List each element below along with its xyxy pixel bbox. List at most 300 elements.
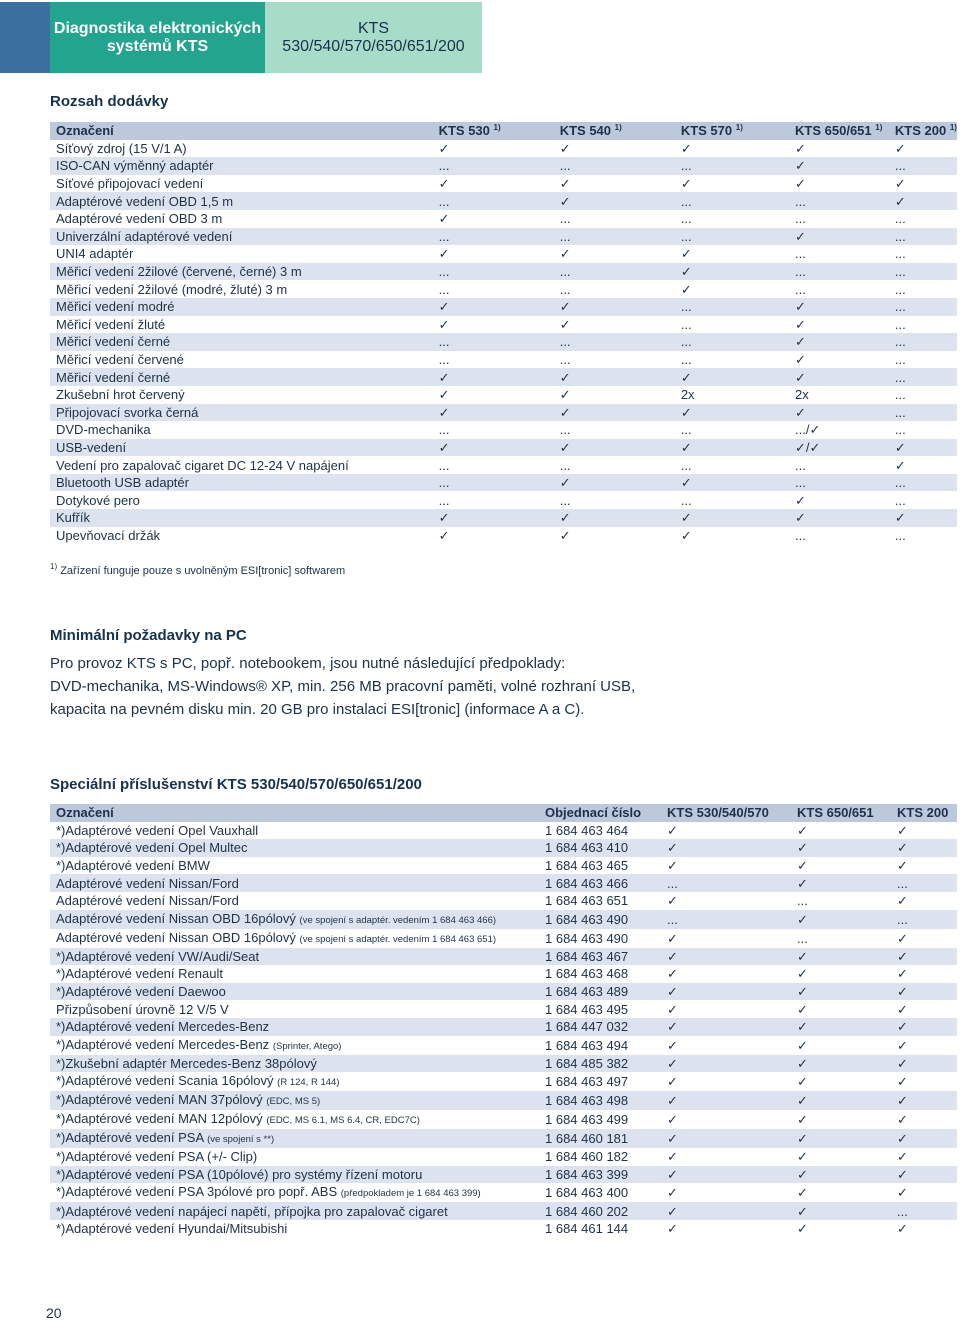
item-name-cell	[50, 1018, 539, 1036]
item-name: *)Adaptérové vedení Scania 16pólový	[56, 1073, 274, 1089]
item-name: Měřicí vedení černé	[50, 333, 433, 351]
availability-cell: ...	[661, 910, 791, 929]
table-row	[50, 1129, 957, 1148]
item-name: Měřicí vedení 2žilové (červené, černé) 3 m	[50, 263, 433, 281]
table-row	[50, 910, 957, 929]
availability-cell: ✓	[675, 245, 789, 263]
item-note: (Sprinter, Atego)	[272, 1040, 342, 1052]
availability-cell: ✓	[789, 316, 889, 334]
availability-cell: ✓	[661, 1129, 791, 1148]
availability-cell: ✓	[675, 140, 789, 158]
table-row	[50, 822, 957, 840]
availability-cell: ✓	[891, 983, 957, 1001]
availability-cell: ✓	[791, 1110, 891, 1129]
table-row	[50, 1018, 957, 1036]
item-name: *)Adaptérové vedení Hyundai/Mitsubishi	[56, 1221, 288, 1237]
availability-cell: ✓	[791, 910, 891, 929]
item-name: *)Adaptérové vedení PSA (10pólové) pro systémy řízení motoru	[56, 1167, 423, 1183]
availability-cell: ...	[889, 527, 957, 545]
availability-cell: ...	[789, 192, 889, 210]
availability-cell: ✓	[791, 948, 891, 966]
availability-cell: ✓	[789, 333, 889, 351]
item-note: (EDC, MS 6.1, MS 6.4, CR, EDC7C)	[266, 1115, 420, 1127]
availability-cell: ✓/✓	[789, 439, 889, 457]
availability-cell: ...	[675, 333, 789, 351]
item-name: Měřicí vedení žluté	[50, 316, 433, 334]
availability-cell: ✓	[661, 892, 791, 910]
availability-cell: ...	[891, 910, 957, 929]
item-name: *)Adaptérové vedení PSA	[56, 1130, 204, 1146]
table-row	[50, 527, 957, 545]
availability-cell: ✓	[791, 1202, 891, 1220]
delivery-table	[50, 122, 957, 544]
availability-cell: ✓	[891, 1148, 957, 1166]
table-row	[50, 1202, 957, 1220]
table-row	[50, 1055, 957, 1073]
availability-cell: ...	[789, 456, 889, 474]
item-name: *)Adaptérové vedení PSA 3pólové pro popř. ABS	[56, 1184, 338, 1200]
table-row	[50, 1148, 957, 1166]
availability-cell: ✓	[789, 228, 889, 246]
table-row	[50, 874, 957, 892]
availability-cell: ✓	[891, 1110, 957, 1129]
item-name-cell	[50, 1220, 539, 1238]
item-name: *)Zkušební adaptér Mercedes-Benz 38pólový	[56, 1055, 317, 1071]
requirements-line: DVD-mechanika, MS-Windows® XP, min. 256 MB pracovní paměti, volné rozhraní USB,	[50, 678, 636, 695]
column-header-label: KTS 540	[559, 123, 612, 139]
availability-cell: ✓	[661, 1091, 791, 1110]
availability-cell: ...	[554, 210, 675, 228]
item-note: (ve spojení s **)	[207, 1134, 275, 1146]
availability-cell: ✓	[554, 368, 675, 386]
column-header: KTS 530/540/570	[661, 804, 791, 822]
availability-cell: ✓	[789, 351, 889, 369]
table-row	[50, 228, 957, 246]
availability-cell: ...	[889, 404, 957, 422]
availability-cell: ...	[789, 527, 889, 545]
table-row	[50, 929, 957, 948]
table-row	[50, 1166, 957, 1184]
requirements-title: Minimální požadavky na PC	[50, 627, 247, 644]
table-row	[50, 210, 957, 228]
order-number: 1 684 463 495	[539, 1000, 661, 1018]
availability-cell: ✓	[554, 439, 675, 457]
availability-cell: ✓	[891, 892, 957, 910]
footnote	[50, 562, 346, 577]
availability-cell: ...	[889, 351, 957, 369]
availability-cell: ✓	[791, 1091, 891, 1110]
table-row	[50, 439, 957, 457]
availability-cell: ...	[791, 892, 891, 910]
availability-cell: ...	[889, 333, 957, 351]
item-name: *)Adaptérové vedení Opel Vauxhall	[56, 822, 259, 838]
availability-cell: ✓	[661, 948, 791, 966]
availability-cell: ...	[889, 280, 957, 298]
availability-cell: ...	[789, 474, 889, 492]
availability-cell: ✓	[554, 140, 675, 158]
table-row	[50, 892, 957, 910]
item-name-cell	[50, 1072, 539, 1091]
table-row	[50, 351, 957, 369]
availability-cell: ...	[554, 280, 675, 298]
availability-cell: ...	[675, 210, 789, 228]
availability-cell: ...	[889, 474, 957, 492]
item-name: Měřicí vedení 2žilové (modré, žluté) 3 m	[50, 280, 433, 298]
availability-cell: ...	[554, 456, 675, 474]
availability-cell: ✓	[661, 822, 791, 840]
availability-cell: ✓	[789, 509, 889, 527]
availability-cell: ✓	[891, 1036, 957, 1055]
table-row	[50, 1072, 957, 1091]
table-row	[50, 839, 957, 857]
availability-cell: ...	[889, 228, 957, 246]
item-name-cell	[50, 948, 539, 966]
order-number: 1 684 463 489	[539, 983, 661, 1001]
item-name: Adaptérové vedení OBD 1,5 m	[50, 192, 433, 210]
availability-cell: ✓	[791, 1148, 891, 1166]
order-number: 1 684 460 182	[539, 1148, 661, 1166]
order-number: 1 684 460 202	[539, 1202, 661, 1220]
column-header	[889, 122, 957, 140]
item-name: Adaptérové vedení OBD 3 m	[50, 210, 433, 228]
item-name-cell	[50, 983, 539, 1001]
availability-cell: ...	[433, 474, 554, 492]
column-header-label: KTS 570	[680, 123, 733, 139]
item-name: USB-vedení	[50, 439, 433, 457]
availability-cell: ✓	[791, 1220, 891, 1238]
availability-cell: ...	[433, 192, 554, 210]
availability-cell: ✓	[889, 439, 957, 457]
item-name-cell	[50, 1000, 539, 1018]
item-name: *)Adaptérové vedení Mercedes-Benz	[56, 1036, 270, 1052]
item-name-cell	[50, 839, 539, 857]
item-name: *)Adaptérové vedení PSA (+/- Clip)	[56, 1149, 258, 1165]
item-name: UNI4 adaptér	[50, 245, 433, 263]
item-name-cell	[50, 1091, 539, 1110]
item-note: (R 124, R 144)	[277, 1077, 340, 1089]
availability-cell: ...	[789, 210, 889, 228]
order-number: 1 684 463 466	[539, 874, 661, 892]
item-name: Vedení pro zapalovač cigaret DC 12-24 V napájení	[50, 456, 433, 474]
order-number: 1 684 463 465	[539, 857, 661, 875]
availability-cell: ✓	[789, 140, 889, 158]
availability-cell: ...	[675, 228, 789, 246]
availability-cell: ✓	[891, 1072, 957, 1091]
page-number: 20	[46, 1305, 62, 1321]
availability-cell: ✓	[891, 1018, 957, 1036]
availability-cell: ✓	[889, 192, 957, 210]
item-name-cell	[50, 965, 539, 983]
availability-cell: ...	[789, 280, 889, 298]
availability-cell: ✓	[661, 1148, 791, 1166]
availability-cell: ✓	[433, 298, 554, 316]
availability-cell: ✓	[433, 368, 554, 386]
availability-cell: ...	[554, 491, 675, 509]
accessories-header-row	[50, 804, 957, 822]
availability-cell: ✓	[554, 192, 675, 210]
column-header	[554, 122, 675, 140]
availability-cell: ✓	[791, 839, 891, 857]
availability-cell: ✓	[791, 1129, 891, 1148]
delivery-title: Rozsah dodávky	[50, 93, 169, 110]
order-number: 1 684 463 490	[539, 929, 661, 948]
availability-cell: ✓	[891, 1166, 957, 1184]
item-name: *)Adaptérové vedení Opel Multec	[56, 840, 248, 856]
availability-cell: ...	[889, 421, 957, 439]
table-row	[50, 1000, 957, 1018]
availability-cell: ✓	[661, 1055, 791, 1073]
availability-cell: ✓	[791, 1018, 891, 1036]
availability-cell: ...	[889, 263, 957, 281]
item-name: Univerzální adaptérové vedení	[50, 228, 433, 246]
table-row	[50, 333, 957, 351]
item-name-cell	[50, 857, 539, 875]
availability-cell: ✓	[661, 1018, 791, 1036]
column-header	[433, 122, 554, 140]
availability-cell: ✓	[891, 822, 957, 840]
footnote-text: Zařízení funguje pouze s uvolněným ESI[tronic] softwarem	[60, 565, 346, 577]
item-name: Síťový zdroj (15 V/1 A)	[50, 140, 433, 158]
availability-cell: ✓	[433, 527, 554, 545]
table-row	[50, 1036, 957, 1055]
availability-cell: ...	[789, 263, 889, 281]
availability-cell: ✓	[661, 1202, 791, 1220]
availability-cell: ✓	[791, 1036, 891, 1055]
item-name: *)Adaptérové vedení MAN 37pólový	[56, 1092, 263, 1108]
availability-cell: ✓	[433, 316, 554, 334]
item-name: ISO-CAN výměnný adaptér	[50, 157, 433, 175]
table-row	[50, 421, 957, 439]
availability-cell: ...	[433, 421, 554, 439]
availability-cell: ...	[554, 157, 675, 175]
availability-cell: ...	[889, 245, 957, 263]
table-row	[50, 965, 957, 983]
availability-cell: ✓	[554, 527, 675, 545]
availability-cell: ✓	[791, 1072, 891, 1091]
header-accent-bar	[0, 2, 50, 73]
order-number: 1 684 463 467	[539, 948, 661, 966]
table-row	[50, 948, 957, 966]
availability-cell: ...	[554, 228, 675, 246]
availability-cell: ✓	[789, 404, 889, 422]
availability-cell: ✓	[891, 1183, 957, 1202]
item-note: (ve spojení s adaptér. vedením 1 684 463 651)	[299, 933, 497, 945]
availability-cell: ...	[433, 456, 554, 474]
availability-cell: ✓	[661, 839, 791, 857]
availability-cell: ✓	[433, 245, 554, 263]
order-number: 1 684 463 499	[539, 1110, 661, 1129]
item-name-cell	[50, 822, 539, 840]
availability-cell: ✓	[675, 527, 789, 545]
availability-cell: ✓	[661, 1110, 791, 1129]
item-name: *)Adaptérové vedení Mercedes-Benz	[56, 1019, 270, 1035]
availability-cell: ✓	[661, 1036, 791, 1055]
item-name-cell	[50, 929, 539, 948]
footnote-mark: 1)	[949, 123, 957, 133]
availability-cell: .../✓	[789, 421, 889, 439]
item-name: DVD-mechanika	[50, 421, 433, 439]
availability-cell: ✓	[891, 857, 957, 875]
availability-cell: ...	[889, 210, 957, 228]
availability-cell: ✓	[675, 280, 789, 298]
item-name: Adaptérové vedení Nissan/Ford	[56, 875, 239, 891]
availability-cell: ✓	[675, 474, 789, 492]
requirements-line: Pro provoz KTS s PC, popř. notebookem, jsou nutné následující předpoklady:	[50, 655, 566, 672]
availability-cell: ✓	[789, 368, 889, 386]
availability-cell: ...	[675, 491, 789, 509]
footnote-mark: 1)	[735, 123, 743, 133]
availability-cell: ...	[554, 263, 675, 281]
table-row	[50, 456, 957, 474]
availability-cell: ✓	[889, 140, 957, 158]
availability-cell: ...	[891, 874, 957, 892]
accessories-title: Speciální příslušenství KTS 530/540/570/650/651/200	[50, 776, 422, 793]
table-row	[50, 509, 957, 527]
column-header: KTS 200	[891, 804, 957, 822]
availability-cell: ✓	[675, 404, 789, 422]
item-name-cell	[50, 874, 539, 892]
column-header	[50, 122, 433, 140]
availability-cell: ✓	[891, 929, 957, 948]
item-name: Upevňovací držák	[50, 527, 433, 545]
availability-cell: ✓	[661, 1166, 791, 1184]
column-header-label: Označení	[56, 123, 114, 139]
availability-cell: ...	[675, 157, 789, 175]
availability-cell: ...	[433, 228, 554, 246]
order-number: 1 684 463 498	[539, 1091, 661, 1110]
availability-cell: ...	[433, 157, 554, 175]
availability-cell: ...	[889, 368, 957, 386]
item-name: Měřicí vedení modré	[50, 298, 433, 316]
availability-cell: ✓	[891, 1129, 957, 1148]
delivery-header-row	[50, 122, 957, 140]
item-name: *)Adaptérové vedení BMW	[56, 858, 210, 874]
availability-cell: 2x	[789, 386, 889, 404]
availability-cell: ✓	[433, 404, 554, 422]
order-number: 1 684 463 464	[539, 822, 661, 840]
order-number: 1 684 463 400	[539, 1183, 661, 1202]
availability-cell: ✓	[889, 175, 957, 193]
item-name: *)Adaptérové vedení MAN 12pólový	[56, 1111, 263, 1127]
table-row	[50, 157, 957, 175]
availability-cell: ✓	[433, 175, 554, 193]
availability-cell: ...	[433, 280, 554, 298]
item-name-cell	[50, 910, 539, 929]
table-row	[50, 280, 957, 298]
availability-cell: ...	[554, 351, 675, 369]
availability-cell: ✓	[433, 386, 554, 404]
availability-cell: ✓	[889, 456, 957, 474]
availability-cell: ✓	[675, 368, 789, 386]
order-number: 1 684 463 399	[539, 1166, 661, 1184]
item-name: Přizpůsobení úrovně 12 V/5 V	[56, 1001, 229, 1017]
availability-cell: ...	[891, 1202, 957, 1220]
item-name-cell	[50, 1183, 539, 1202]
availability-cell: ...	[789, 245, 889, 263]
table-row	[50, 1110, 957, 1129]
item-name-cell	[50, 1036, 539, 1055]
order-number: 1 684 463 494	[539, 1036, 661, 1055]
order-number: 1 684 463 651	[539, 892, 661, 910]
item-name: Kufřík	[50, 509, 433, 527]
order-number: 1 684 485 382	[539, 1055, 661, 1073]
availability-cell: ✓	[554, 386, 675, 404]
order-number: 1 684 463 497	[539, 1072, 661, 1091]
table-row	[50, 1220, 957, 1238]
availability-cell: ✓	[554, 298, 675, 316]
header-right-title: KTS 530/540/570/650/651/200	[265, 2, 482, 73]
table-row	[50, 368, 957, 386]
availability-cell: ✓	[791, 874, 891, 892]
availability-cell: ✓	[791, 1000, 891, 1018]
requirements-line: kapacita na pevném disku min. 20 GB pro instalaci ESI[tronic] (informace A a C).	[50, 701, 585, 718]
table-row	[50, 474, 957, 492]
table-row	[50, 857, 957, 875]
table-row	[50, 316, 957, 334]
availability-cell: ✓	[554, 245, 675, 263]
availability-cell: ✓	[433, 509, 554, 527]
availability-cell: ...	[791, 929, 891, 948]
availability-cell: ✓	[433, 439, 554, 457]
availability-cell: ✓	[891, 965, 957, 983]
table-row	[50, 192, 957, 210]
availability-cell: ...	[675, 316, 789, 334]
availability-cell: ✓	[554, 509, 675, 527]
order-number: 1 684 463 468	[539, 965, 661, 983]
table-row	[50, 386, 957, 404]
column-header-label: KTS 530	[438, 123, 490, 139]
column-header: Označení	[50, 804, 539, 822]
item-note: (předpokladem je 1 684 463 399)	[340, 1188, 481, 1200]
availability-cell: ✓	[791, 822, 891, 840]
column-header-label: KTS 650/651	[795, 123, 872, 139]
availability-cell: ...	[675, 192, 789, 210]
availability-cell: ✓	[661, 1072, 791, 1091]
column-header-label: KTS 200	[894, 123, 947, 139]
item-name-cell	[50, 1148, 539, 1166]
availability-cell: ...	[889, 298, 957, 316]
table-row	[50, 404, 957, 422]
availability-cell: ...	[889, 386, 957, 404]
availability-cell: ✓	[891, 1220, 957, 1238]
item-name: *)Adaptérové vedení napájecí napětí, přípojka pro zapalovač cigaret	[56, 1203, 448, 1219]
item-name: *)Adaptérové vedení VW/Audi/Seat	[56, 948, 260, 964]
footnote-mark: 1)	[493, 123, 501, 133]
header-left-title: Diagnostika elektronických systémů KTS	[50, 2, 265, 73]
table-row	[50, 491, 957, 509]
item-name: Připojovací svorka černá	[50, 404, 433, 422]
column-header	[789, 122, 889, 140]
availability-cell: ✓	[789, 157, 889, 175]
order-number: 1 684 463 490	[539, 910, 661, 929]
availability-cell: ✓	[791, 1183, 891, 1202]
item-name-cell	[50, 1110, 539, 1129]
column-header: KTS 650/651	[791, 804, 891, 822]
availability-cell: ✓	[891, 948, 957, 966]
availability-cell: ✓	[554, 404, 675, 422]
availability-cell: ✓	[554, 316, 675, 334]
availability-cell: ✓	[661, 857, 791, 875]
availability-cell: ✓	[675, 439, 789, 457]
accessories-table	[50, 804, 957, 1238]
item-name: Dotykové pero	[50, 491, 433, 509]
item-name: Zkušební hrot červený	[50, 386, 433, 404]
requirements-body	[50, 652, 750, 721]
item-name: *)Adaptérové vedení Daewoo	[56, 984, 226, 1000]
availability-cell: ✓	[891, 1000, 957, 1018]
item-name: Měřicí vedení černé	[50, 368, 433, 386]
footnote-mark: 1)	[875, 123, 883, 133]
